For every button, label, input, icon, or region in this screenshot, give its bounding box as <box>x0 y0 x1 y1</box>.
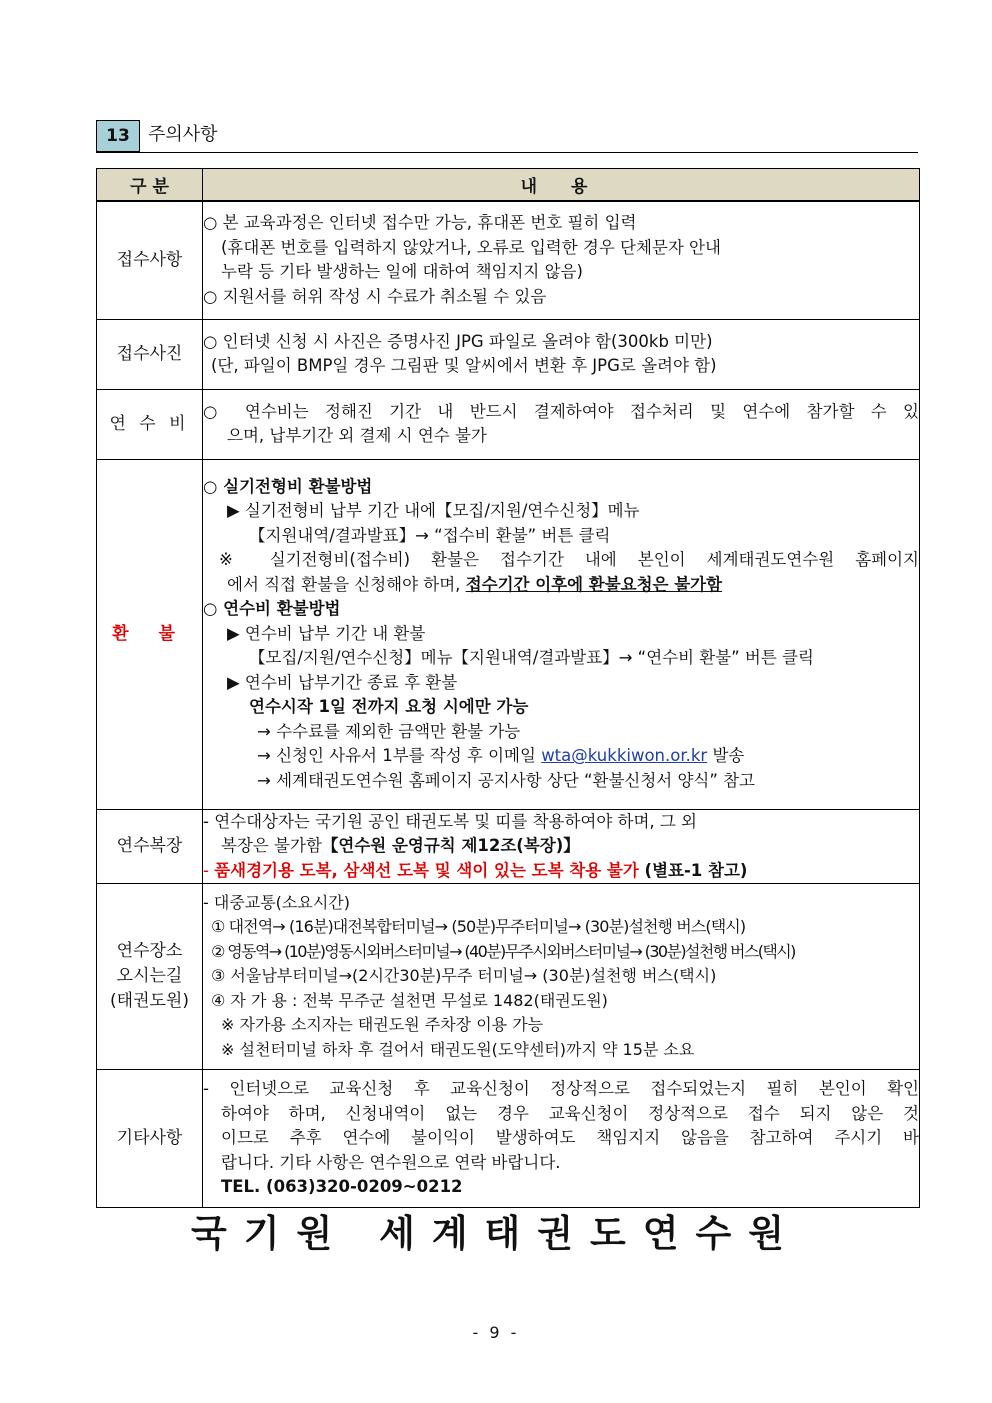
emphasis-text: 연수시작 1일 전까지 요청 시에만 가능 <box>249 697 529 717</box>
row-content <box>203 319 920 389</box>
route-line: ① 대전역→ (16분)대전복합터미널→ (50분)무주터미널→ (30분)설천행 버스(택시) <box>211 917 746 937</box>
text-line: → 세계태권도연수원 홈페이지 공지사항 상단 “환불신청서 양식” 참고 <box>257 770 755 790</box>
header-category: 구 분 <box>97 169 203 202</box>
text-line: ○ 지원서를 허위 작성 시 수료가 취소될 수 있음 <box>203 286 547 306</box>
organization-footer: 국기원 세계태권도연수원 <box>190 1212 802 1255</box>
row-content <box>203 389 920 459</box>
row-content <box>203 884 920 1070</box>
row-category: 연수장소 오시는길 (태권도원) <box>97 884 203 1070</box>
text-line: (휴대폰 번호를 입력하지 않았거나, 오류로 입력한 경우 단체문자 안내 <box>221 237 721 257</box>
text-line: 하여야 하며, 신청내역이 없는 경우 교육신청이 정상적으로 접수 되지 않은 것 <box>221 1103 919 1123</box>
text-line: ▶ 연수비 납부 기간 내 환불 <box>227 623 426 643</box>
row-fee <box>97 389 920 459</box>
practical-refund-title: ○ 실기전형비 환불방법 <box>203 476 373 496</box>
text-line: - 대중교통(소요시간) <box>203 892 350 912</box>
text-line: - 품새경기용 도복, 삼색선 도복 및 색이 있는 도복 착용 불가 (별표-1 참고) <box>203 860 748 880</box>
row-content <box>203 201 920 319</box>
row-content <box>203 459 920 809</box>
text-line: ○ 본 교육과정은 인터넷 접수만 가능, 휴대폰 번호 필히 입력 <box>203 213 637 233</box>
text-line: → 수수료를 제외한 금액만 환불 가능 <box>257 721 521 741</box>
text-line: 이므로 추후 연수에 불이익이 발생하여도 책임지지 않음을 참고하여 주시기 바 <box>221 1128 919 1148</box>
row-refund <box>97 459 920 809</box>
text-line: 복장은 불가함【연수원 운영규칙 제12조(복장)】 <box>221 836 580 855</box>
route-line: ③ 서울남부터미널→(2시간30분)무주 터미널→ (30분)설천행 버스(택시) <box>211 966 717 986</box>
text-line: (단, 파일이 BMP일 경우 그림판 및 알씨에서 변환 후 JPG로 올려야 함) <box>211 356 717 375</box>
text-line: 【지원내역/결과발표】→ “접수비 환불” 버튼 클릭 <box>249 525 611 545</box>
warning-text: 품새경기용 도복, 삼색선 도복 및 색이 있는 도복 착용 불가 <box>214 860 639 880</box>
route-line: ④ 자 가 용 : 전북 무주군 설천면 무설로 1482(태권도원) <box>211 990 608 1010</box>
text-line: 랍니다. 기타 사항은 연수원으로 연락 바랍니다. <box>221 1152 561 1172</box>
section-header <box>96 120 918 153</box>
text-line: ○ 인터넷 신청 시 사진은 증명사진 JPG 파일로 올려야 함(300kb 미만) <box>203 331 713 351</box>
row-category: 기타사항 <box>97 1070 203 1208</box>
row-category: 환 불 <box>97 459 203 809</box>
row-photo <box>97 319 920 389</box>
table-header-row <box>97 169 920 202</box>
row-category: 접수사진 <box>97 319 203 389</box>
text-line: ○ 연수비는 정해진 기간 내 반드시 결제하여야 접수처리 및 연수에 참가할 수 있 <box>203 401 919 421</box>
route-line: ② 영동역→ (10분)영동시외버스터미널→ (40분)무주시외버스터미널→ (30분)설천행 버스(택시) <box>211 941 795 961</box>
text-line: 【모집/지원/연수신청】메뉴【지원내역/결과발표】→ “연수비 환불” 버튼 클릭 <box>249 648 814 668</box>
email-link[interactable]: wta@kukkiwon.or.kr <box>541 746 708 766</box>
row-directions <box>97 884 920 1070</box>
page-number: - 9 - <box>472 1323 520 1342</box>
header-content: 내 용 <box>203 169 920 202</box>
row-uniform <box>97 809 920 884</box>
text-line: → 신청인 사유서 1부를 작성 후 이메일 wta@kukkiwon.or.kr 발송 <box>257 746 745 766</box>
row-etc <box>97 1070 920 1208</box>
text-line: 누락 등 기타 발생하는 일에 대하여 책임지지 않음) <box>221 262 583 282</box>
text-line: - 연수대상자는 국기원 공인 태권도복 및 띠를 착용하여야 하며, 그 외 <box>203 811 698 831</box>
text-line: 에서 직접 환불을 신청해야 하며, 접수기간 이후에 환불요청은 불가함 <box>227 574 723 594</box>
text-line: ※ 실기전형비(접수비) 환불은 접수기간 내에 본인이 세계태권도연수원 홈페이지 <box>219 550 919 570</box>
row-content <box>203 1070 920 1208</box>
text-line: ▶ 연수비 납부기간 종료 후 환불 <box>227 672 458 692</box>
row-category: 연수복장 <box>97 809 203 884</box>
emphasis-text: 접수기간 이후에 환불요청은 불가함 <box>465 574 723 594</box>
section-number: 13 <box>96 120 140 152</box>
text-line: ▶ 실기전형비 납부 기간 내에【모집/지원/연수신청】메뉴 <box>227 501 640 521</box>
text-line: ※ 자가용 소지자는 태권도원 주차장 이용 가능 <box>221 1015 544 1035</box>
text-line: 으며, 납부기간 외 결제 시 연수 불가 <box>227 426 487 445</box>
text-line: ※ 설천터미널 하차 후 걸어서 태권도원(도약센터)까지 약 15분 소요 <box>221 1039 695 1059</box>
section-title: 주의사항 <box>148 124 218 145</box>
text-line: - 인터넷으로 교육신청 후 교육신청이 정상적으로 접수되었는지 필히 본인이 확인 <box>203 1079 919 1099</box>
notice-table <box>96 168 920 1208</box>
tuition-refund-title: ○ 연수비 환불방법 <box>203 599 341 619</box>
row-category: 접수사항 <box>97 201 203 319</box>
phone-number: TEL. (063)320-0209~0212 <box>221 1177 463 1197</box>
row-reception <box>97 201 920 319</box>
row-content <box>203 809 920 884</box>
row-category: 연 수 비 <box>97 389 203 459</box>
